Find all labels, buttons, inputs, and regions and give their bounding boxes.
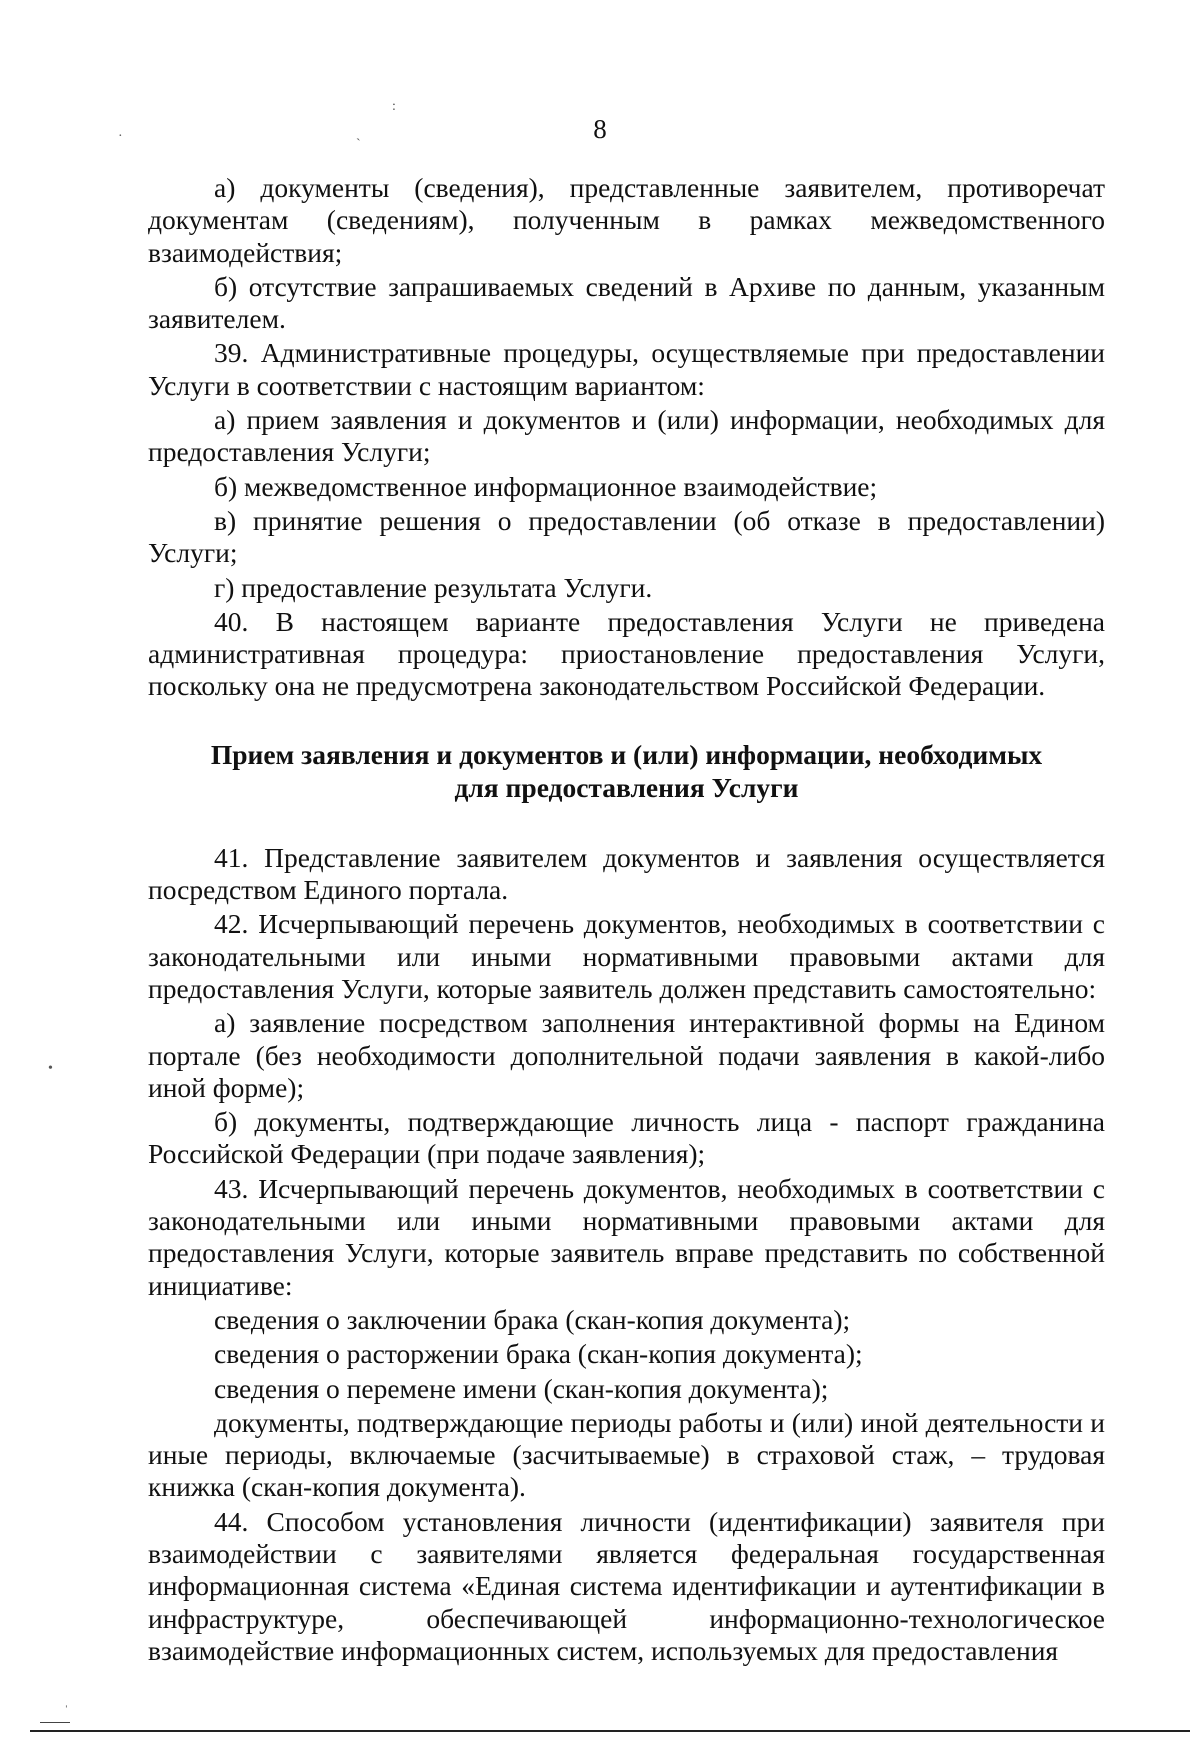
scan-bottom-edge — [30, 1730, 1190, 1732]
paragraph-39: 39. Административные процедуры, осуществляемые при предоставлении Услуги в соответствии с настоящим вариантом: — [148, 337, 1105, 401]
document-page: : · ˋ • ˈ 8 а) документы (сведения), представленные заявителем, противоречат документам (сведениям), полученным в рамках межведомственного взаимодействия; б) отсутствие запрашиваемых сведений в Архиве по данным, указанным заявителем. 39. Административные процедуры, осуществляемые при предоставлении Услуги в соответствии с настоящим вариантом: а) прием заявления и документов и (или) информации, необходимых для предоставления Услуги; б) межведомственное информационное взаимодействие; в) принятие решения о предоставлении (об отказе в предоставлении) Услуги; г) предоставление результата Услуги. 40. В настоящем варианте предоставления Услуги не приведена административная процедура: приостановление предоставления Услуги, поскольку она не предусмотрена законодательством Российской Федерации. Прием заявления и документов и (или) информации, необходимых для предоставления Услуги 41. Представление заявителем документов и заявления осуществляется посредством Единого портала. 42. Исчерпывающий перечень документов, необходимых в соответствии с законодательными или иными нормативными правовыми актами для предоставления Услуги, которые заявитель должен представить самостоятельно: а) заявление посредством заполнения интерактивной формы на Едином портале (без необходимости дополнительной подачи заявления в какой-либо иной форме); б) документы, подтверждающие личность лица - паспорт гражданина Российской Федерации (при подаче заявления); 43. Исчерпывающий перечень документов, необходимых в соответствии с законодательными или иными нормативными правовыми актами для предоставления Услуги, которые заявитель вправе представить по собственной инициативе: сведения о заключении брака (скан-копия документа); сведения о расторжении брака (скан-копия документа); сведения о перемене имени (скан-копия документа); документы, подтверждающие периоды работы и (или) иной деятельности и иные периоды, включаемые (засчитываемые) в страховой стаж, – трудовая книжка (скан-копия документа). 44. Способом установления личности (идентификации) заявителя при взаимодействии с заявителями является федеральная государственная информационная система «Единая система идентификации и аутентификации в инфраструктуре, обеспечивающей информационно-технологическое взаимодействие информационных систем, используемых для предоставления — [0, 0, 1200, 1756]
paragraph-41: 41. Представление заявителем документов и заявления осуществляется посредством Единого портала. — [148, 841, 1105, 906]
paragraph-42-b: б) документы, подтверждающие личность лица - паспорт гражданина Российской Федерации (при подаче заявления); — [148, 1106, 1105, 1170]
section-heading-line-1: Прием заявления и документов и (или) информации, необходимых — [210, 738, 1043, 770]
document-body — [148, 172, 1105, 1667]
list-item-work-record: документы, подтверждающие периоды работы и (или) иной деятельности и иные периоды, включаемые (засчитываемые) в страховой стаж, – трудовая книжка (скан-копия документа). — [148, 1406, 1105, 1503]
paragraph-40: 40. В настоящем варианте предоставления Услуги не приведена административная процедура: приостановление предоставления Услуги, поскольку она не предусмотрена законодательством Российской Федерации. — [148, 605, 1105, 702]
paragraph-a-contradiction: а) документы (сведения), представленные заявителем, противоречат документам (сведениям), полученным в рамках межведомственного взаимодействия; — [148, 172, 1105, 268]
list-item-divorce: сведения о расторжении брака (скан-копия документа); — [214, 1338, 863, 1370]
paragraph-39-a: а) прием заявления и документов и (или) информации, необходимых для предоставления Услуги; — [148, 404, 1105, 468]
paragraph-44: 44. Способом установления личности (идентификации) заявителя при взаимодействии с заявителями является федеральная государственная информационная система «Единая система идентификации и аутентификации в инфраструктуре, обеспечивающей информационно-технологическое взаимодействие информационных систем, используемых для предоставления — [148, 1505, 1105, 1666]
list-item-marriage: сведения о заключении брака (скан-копия документа); — [214, 1303, 851, 1335]
paragraph-39-b: б) межведомственное информационное взаимодействие; — [214, 470, 878, 502]
paragraph-42: 42. Исчерпывающий перечень документов, необходимых в соответствии с законодательными или иными нормативными правовыми актами для предоставления Услуги, которые заявитель должен представить самостоятельно: — [148, 908, 1105, 1004]
scan-edge-mark — [40, 1722, 70, 1723]
list-item-name-change: сведения о перемене имени (скан-копия документа); — [214, 1372, 829, 1404]
paragraph-42-a: а) заявление посредством заполнения интерактивной формы на Едином портале (без необходимости дополнительной подачи заявления в какой-либо иной форме); — [148, 1007, 1105, 1103]
page-number: 8 — [593, 114, 607, 144]
section-heading-line-2: для предоставления Услуги — [454, 771, 799, 803]
paragraph-b-missing-data: б) отсутствие запрашиваемых сведений в Архиве по данным, указанным заявителем. — [148, 270, 1105, 335]
paragraph-43: 43. Исчерпывающий перечень документов, необходимых в соответствии с законодательными или иными нормативными правовыми актами для предоставления Услуги, которые заявитель вправе представить по собственной инициативе: — [148, 1172, 1105, 1301]
paragraph-39-v: в) принятие решения о предоставлении (об отказе в предоставлении) Услуги; — [148, 504, 1105, 569]
paragraph-39-g: г) предоставление результата Услуги. — [214, 571, 653, 603]
section-heading — [148, 738, 1105, 804]
